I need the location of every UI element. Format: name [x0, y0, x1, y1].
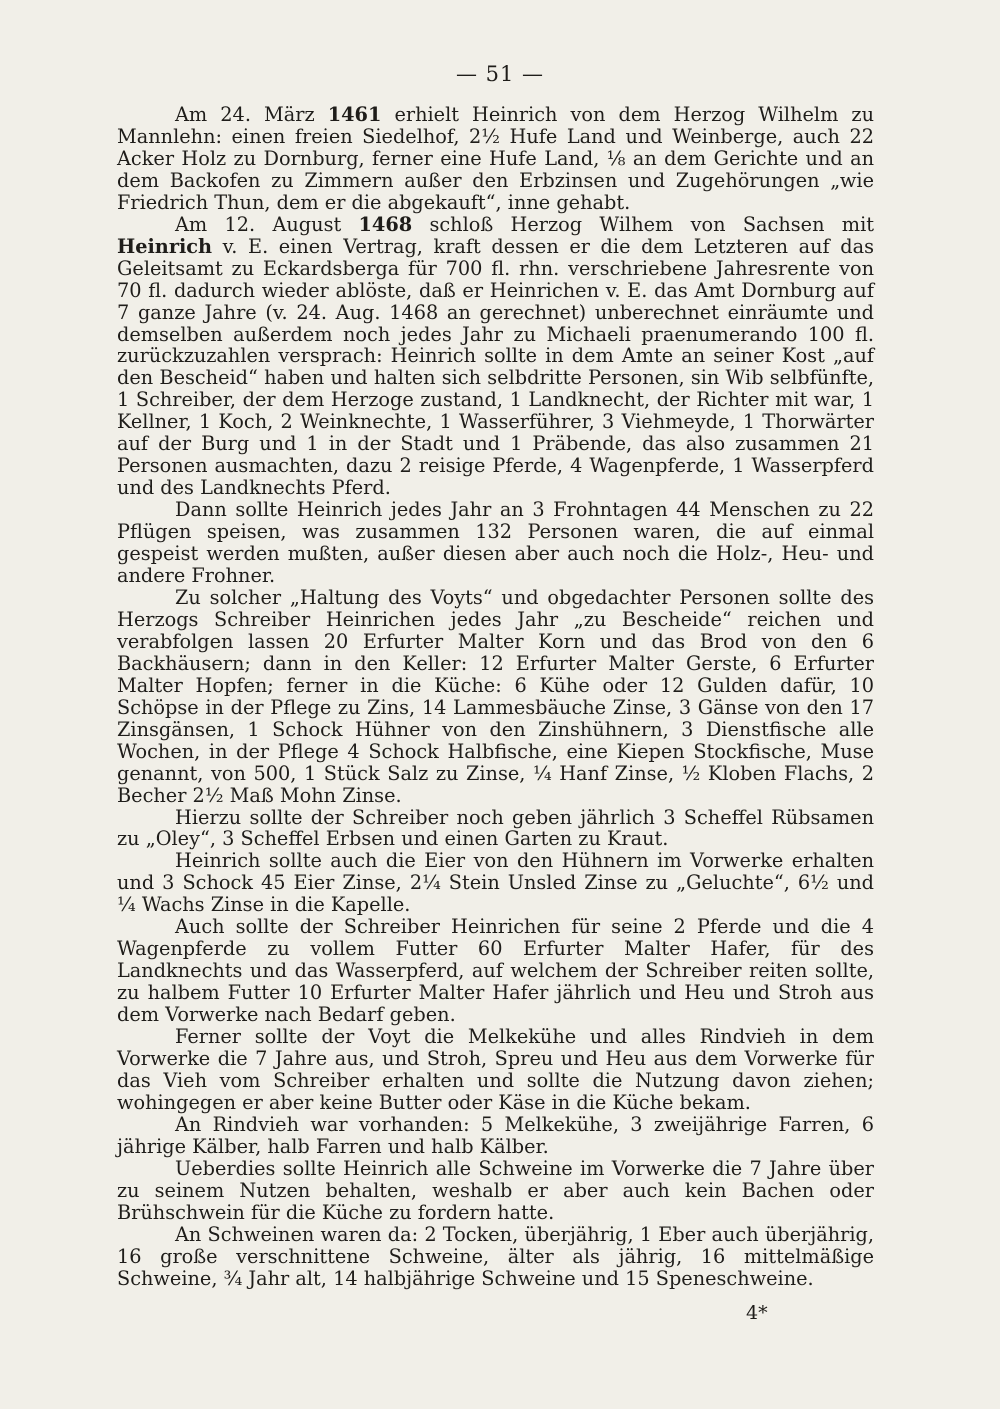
text-run: erhielt Heinrich von dem Herzog Wilhelm zu Mannlehn: einen freien Siedelhof, 2½ Hufe Land und Weinberge, auch 22 Acker Holz zu Dornburg, ferner eine Hufe Land, ⅛ an dem Gerichte und an dem Backofen zu Zimmern außer den Erbzinsen und Zugehörungen „wie Friedrich Thun, dem er die abgekauft“, inne gehabt.	[117, 103, 874, 214]
text-run: v. E. einen Vertrag, kraft dessen er die dem Letzteren auf das Geleitsamt zu Eckardsberga für 700 fl. rhn. verschriebene Jahresrente von 70 fl. dadurch wieder ablöste, daß er Heinrichen v. E. das Amt Dornburg auf 7 ganze Jahre (v. 24. Aug. 1468 an gerechnet) unberechnet einräumte und demselben außerdem noch jedes Jahr zu Michaeli praenumerando 100 fl. zurückzuzahlen versprach: Heinrich sollte in dem Amte an seiner Kost „auf den Bescheid“ haben und halten sich selbdritte Personen, sin Wib selbfünfte, 1 Schreiber, der dem Herzoge zustand, 1 Landknecht, der Richter mit war, 1 Kellner, 1 Koch, 2 Weinknechte, 1 Wasserführer, 3 Viehmeyde, 1 Thorwärter auf der Burg und 1 in der Stadt und 1 Präbende, das also zusammen 21 Personen ausmachten, dazu 2 reisige Pferde, 4 Wagenpferde, 1 Wasserpferd und des Landknechts Pferd.	[117, 234, 874, 500]
paragraph	[117, 1026, 874, 1114]
emphasis-text: 1468	[358, 212, 413, 236]
text-run: schloß Herzog Wilhem von Sachsen mit	[412, 212, 874, 236]
paragraph	[117, 1224, 874, 1290]
text-run: Heinrich sollte auch die Eier von den Hühnern im Vorwerke erhalten und 3 Schock 45 Eier Zinse, 2¼ Stein Unsled Zinse zu „Geluchte“, 6½ und ¼ Wachs Zinse in die Kapelle.	[117, 849, 874, 917]
page-number-header: — 51 —	[455, 62, 545, 86]
document-body	[117, 104, 874, 1289]
text-run: An Rindvieh war vorhanden: 5 Melkekühe, 3 zweijährige Farren, 6 jährige Kälber, halb Farren und halb Kälber.	[117, 1112, 874, 1158]
text-run: Am 24. März	[175, 103, 328, 126]
paragraph	[117, 587, 874, 807]
paragraph	[117, 1158, 874, 1224]
text-run: Auch sollte der Schreiber Heinrichen für seine 2 Pferde und die 4 Wagenpferde zu vollem Futter 60 Erfurter Malter Hafer, für des Landknechts und das Wasserpferd, auf welchem der Schreiber reiten sollte, zu halbem Futter 10 Erfurter Malter Hafer jährlich und Heu und Stroh aus dem Vorwerke nach Bedarf geben.	[117, 915, 874, 1027]
text-run: Zu solcher „Haltung des Voyts“ und obgedachter Personen sollte des Herzogs Schreiber Heinrichen jedes Jahr „zu Bescheide“ reichen und verabfolgen lassen 20 Erfurter Malter Korn und das Brod von den 6 Backhäusern; dann in den Keller: 12 Erfurter Malter Gerste, 6 Erfurter Malter Hopfen; ferner in die Küche: 6 Kühe oder 12 Gulden dafür, 10 Schöpse in der Pflege zu Zins, 14 Lammesbäuche Zinse, 3 Gänse von den 17 Zinsgänsen, 1 Schock Hühner von den Zinshühnern, 3 Dienstfische alle Wochen, in der Pflege 4 Schock Halbfische, eine Kiepen Stockfische, Muse genannt, von 500, 1 Stück Salz zu Zinse, ¼ Hanf Zinse, ½ Kloben Flachs, 2 Becher 2½ Maß Mohn Zinse.	[117, 585, 874, 807]
paragraph	[117, 916, 874, 1026]
text-run: Ueberdies sollte Heinrich alle Schweine im Vorwerke die 7 Jahre über zu seinem Nutzen behalten, weshalb er aber auch kein Bachen oder Brühschwein für die Küche zu fordern hatte.	[117, 1156, 874, 1224]
paragraph	[117, 850, 874, 916]
emphasis-text: Heinrich	[117, 234, 213, 258]
text-run: Am 12. August	[175, 212, 359, 236]
paragraph	[117, 104, 874, 214]
text-run: Dann sollte Heinrich jedes Jahr an 3 Frohntagen 44 Menschen zu 22 Pflügen speisen, was zusammen 132 Personen waren, die auf einmal gespeist werden mußten, außer diesen aber auch noch die Holz-, Heu- und andere Frohner.	[117, 498, 874, 588]
text-run: An Schweinen waren da: 2 Tocken, überjährig, 1 Eber auch überjährig, 16 große verschnittene Schweine, älter als jährig, 16 mittelmäßige Schweine, ¾ Jahr alt, 14 halbjährige Schweine und 15 Speneschweine.	[117, 1222, 874, 1290]
signature-mark: 4*	[746, 1302, 768, 1324]
text-run: Hierzu sollte der Schreiber noch geben jährlich 3 Scheffel Rübsamen zu „Oley“, 3 Scheffel Erbsen und einen Garten zu Kraut.	[117, 805, 874, 851]
text-run: Ferner sollte der Voyt die Melkekühe und alles Rindvieh in dem Vorwerke die 7 Jahre aus, und Stroh, Spreu und Heu aus dem Vorwerke für das Vieh vom Schreiber erhalten und sollte die Nutzung davon ziehen; wohingegen er aber keine Butter oder Käse in die Küche bekam.	[117, 1025, 874, 1114]
paragraph	[117, 807, 874, 851]
paragraph	[117, 499, 874, 587]
paragraph	[117, 214, 874, 499]
paragraph	[117, 1114, 874, 1158]
emphasis-text: 1461	[327, 103, 382, 126]
